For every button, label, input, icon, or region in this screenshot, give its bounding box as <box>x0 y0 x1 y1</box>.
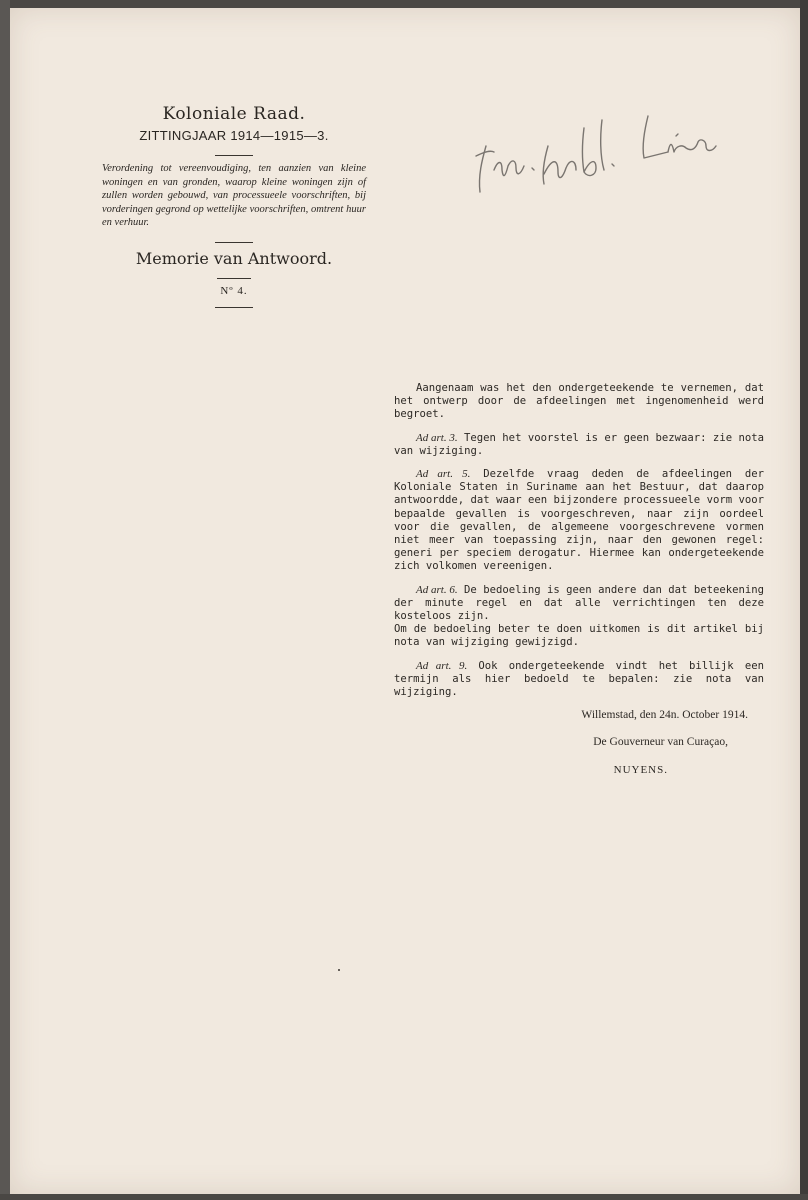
article-paragraph <box>394 468 764 574</box>
ordinance-subject: Verordening tot vereenvoudiging, ten aanzien van kleine woningen en van gronden, waarop kleine woningen zijn of zullen worden gebouwd, van processueele voorschriften, bij vorderingen gegrond op wettelijke voorschriften, omtrent huur en verhuur. <box>102 163 366 228</box>
divider <box>215 307 253 308</box>
handwritten-annotation <box>472 108 772 198</box>
article-text: Ook ondergeteekende vindt het billijk een termijn als hier bedoeld te bepalen: zie nota van wijziging. <box>394 659 764 699</box>
article-paragraph <box>394 660 764 700</box>
paper-speck <box>338 969 340 971</box>
scan-border-bottom <box>0 1194 808 1200</box>
scan-border-left <box>0 0 10 1200</box>
annotation-text: Inv. Mbl. Lieder <box>472 108 481 109</box>
divider <box>215 155 253 156</box>
article-paragraph <box>394 432 764 458</box>
article-paragraph <box>394 623 764 649</box>
intro-paragraph <box>394 382 764 422</box>
document-type-title: Memorie van Antwoord. <box>135 248 333 268</box>
scan-border-top <box>0 0 808 8</box>
article-paragraph <box>394 584 764 624</box>
signature-name: NUYENS. <box>613 763 668 776</box>
document-number: Nº 4. <box>220 284 248 297</box>
place-and-date: Willemstad, den 24n. October 1914. <box>581 709 748 722</box>
article-label: Ad art. 5. <box>416 468 471 481</box>
scan-border-right <box>800 0 808 1200</box>
article-text: De bedoeling is geen andere dan dat beteekening der minute regel en dat alle verrichtingen ten deze kosteloos zijn. <box>394 583 764 623</box>
memorandum-body <box>394 382 764 777</box>
governor-title: De Gouverneur van Curaçao, <box>593 736 728 749</box>
article-label: Ad art. 6. <box>416 583 458 596</box>
closing-block <box>394 709 764 777</box>
session-year: ZITTINGJAAR 1914—1915—3. <box>139 128 329 143</box>
document-header <box>100 98 368 314</box>
article-label: Ad art. 9. <box>416 659 468 672</box>
divider <box>217 278 251 279</box>
article-text: Tegen het voorstel is er geen bezwaar: zie nota van wijziging. <box>394 431 764 457</box>
council-title: Koloniale Raad. <box>162 104 306 124</box>
intro-text: Aangenaam was het den ondergeteekende te vernemen, dat het ontwerp door de afdeelingen met ingenomenheid werd begroet. <box>394 382 764 421</box>
article-text: Dezelfde vraag deden de afdeelingen der Koloniale Staten in Suriname aan het Bestuur, dat daarop antwoordde, dat waar een bijzondere processueele vorm voor bepaalde gevallen is voorgeschreven, naar zijn oordeel voor die gevallen, de algemeene voorgeschrevene vormen niet meer van toepassing zijn, naar den gewonen regel: generi per speciem derogatur. Hiermee kan ondergeteekende zich volkomen vereenigen. <box>394 468 764 573</box>
article-label: Ad art. 3. <box>416 431 458 444</box>
divider <box>215 242 253 243</box>
article-text: Om de bedoeling beter te doen uitkomen is dit artikel bij nota van wijziging gewijzigd. <box>394 623 764 649</box>
